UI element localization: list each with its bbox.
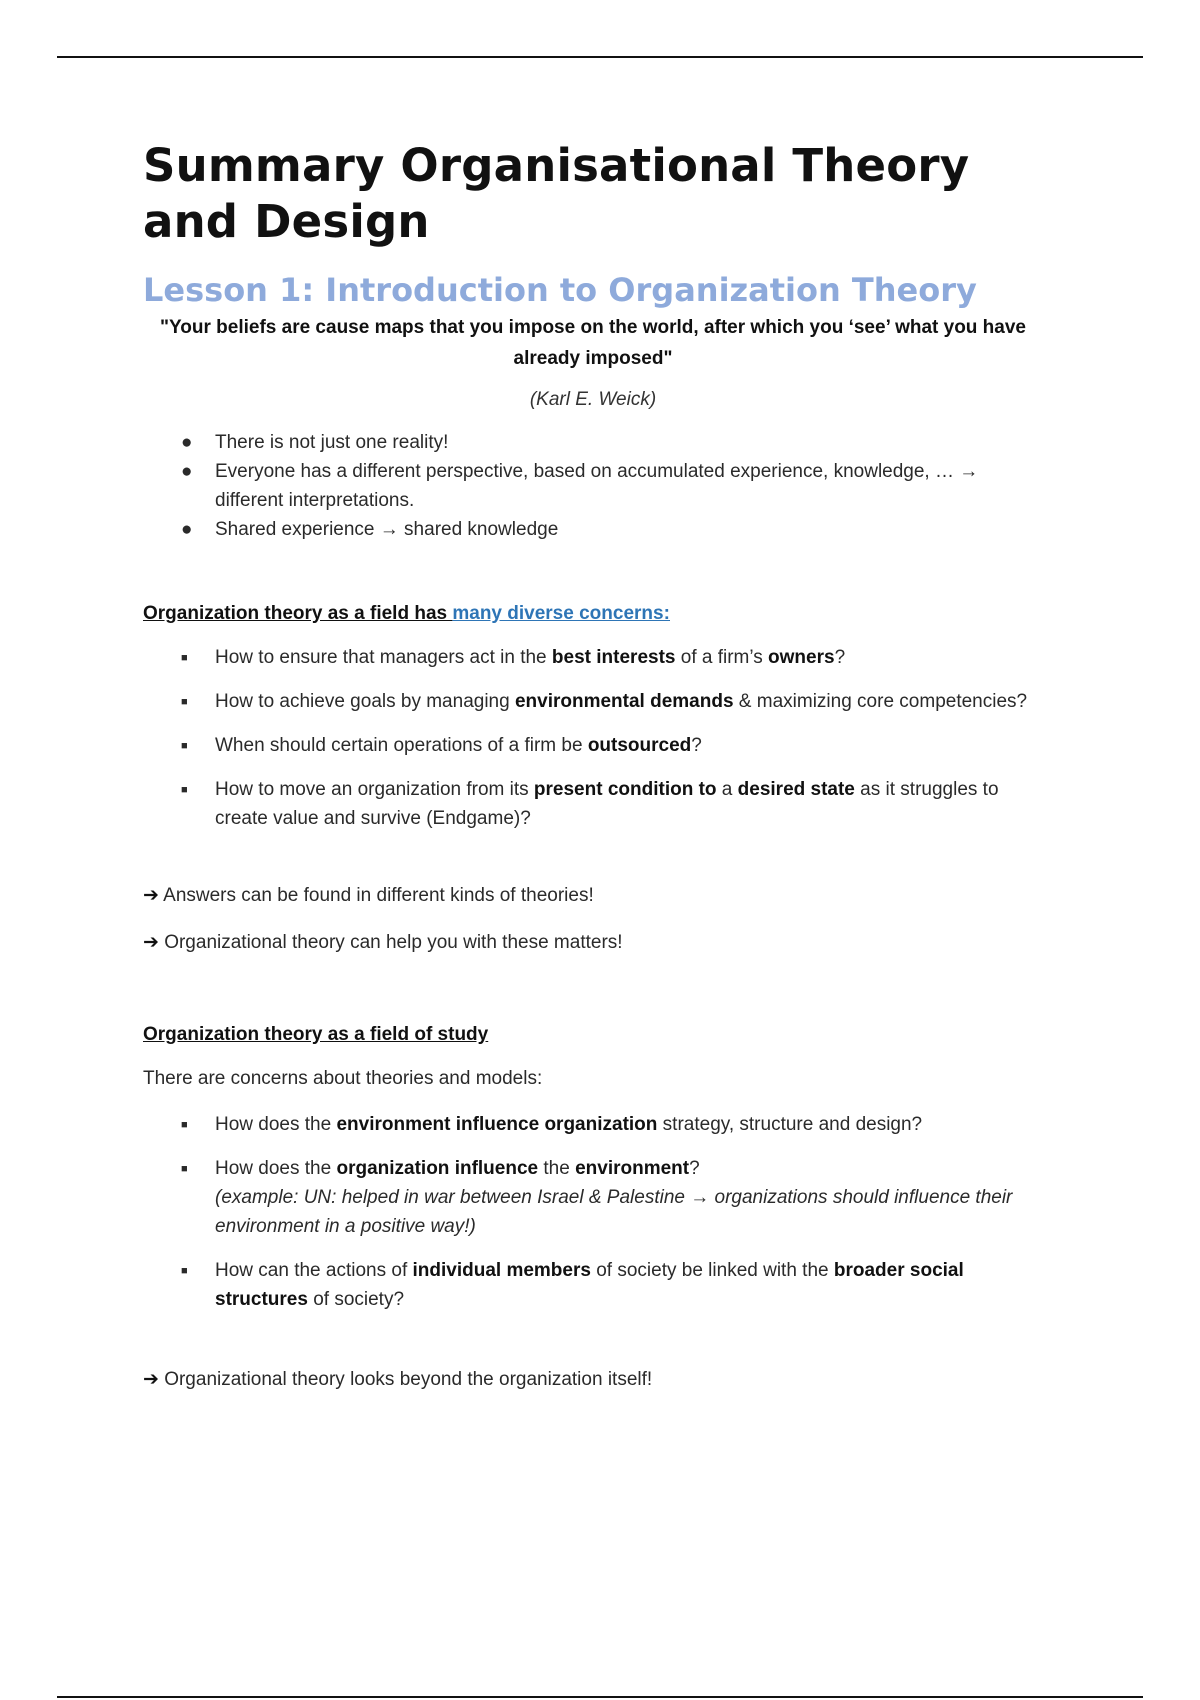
arrow-line: ➔ Answers can be found in different kinds of theories!	[143, 885, 594, 906]
intro-bullet-list	[143, 428, 1043, 544]
arrow-line: ➔ Organizational theory can help you with these matters!	[143, 932, 623, 953]
footer-rule	[57, 1696, 1143, 1698]
section-heading-concerns: Organization theory as a field has many diverse concerns:	[143, 603, 670, 624]
bullet-icon: ●	[181, 461, 193, 482]
arrow-right-icon: ➔	[143, 885, 159, 906]
quote-author: (Karl E. Weick)	[529, 389, 657, 410]
study-concerns-list	[143, 1110, 1043, 1314]
list-item: ● Everyone has a different perspective, based on accumulated experience, knowledge, … → different interpretations.	[143, 457, 1043, 515]
header-rule	[57, 56, 1143, 58]
document-body	[143, 138, 1043, 1394]
square-bullet-icon: ■	[181, 696, 188, 708]
list-item: ● Shared experience → shared knowledge	[143, 515, 1043, 544]
arrow-right-icon: ➔	[143, 932, 159, 953]
quote: "Your beliefs are cause maps that you impose on the world, after which you ‘see’ what you have already imposed"	[160, 317, 1026, 369]
square-bullet-icon: ■	[181, 1163, 188, 1175]
example-note: (example: UN: helped in war between Israel & Palestine → organizations should influence their environment in a positive way!)	[215, 1187, 1013, 1237]
concerns-list	[143, 643, 1043, 833]
list-item: ■ How to ensure that managers act in the best interests of a firm’s owners?	[143, 643, 1043, 672]
square-bullet-icon: ■	[181, 740, 188, 752]
section-heading-field-of-study: Organization theory as a field of study	[143, 1024, 489, 1045]
square-bullet-icon: ■	[181, 1119, 188, 1131]
square-bullet-icon: ■	[181, 652, 188, 664]
section-intro: There are concerns about theories and models:	[143, 1068, 543, 1089]
list-item: ■ How can the actions of individual members of society be linked with the broader social structures of society?	[143, 1256, 1043, 1314]
arrow-right-icon: ➔	[143, 1369, 159, 1390]
arrow-line: ➔ Organizational theory looks beyond the organization itself!	[143, 1369, 653, 1390]
lesson-heading: Lesson 1: Introduction to Organization Theory	[143, 271, 977, 309]
list-item: ■ How does the environment influence organization strategy, structure and design?	[143, 1110, 1043, 1139]
document-title: Summary Organisational Theory and Design	[143, 139, 970, 248]
list-item: ■ When should certain operations of a firm be outsourced?	[143, 731, 1043, 760]
list-item: ■ How to achieve goals by managing environmental demands & maximizing core competencies?	[143, 687, 1043, 716]
list-item: ■ How to move an organization from its present condition to a desired state as it struggles to create value and survive (Endgame)?	[143, 775, 1043, 833]
square-bullet-icon: ■	[181, 1265, 188, 1277]
concerns-link[interactable]: many diverse concerns:	[452, 603, 670, 624]
bullet-icon: ●	[181, 432, 193, 453]
bullet-icon: ●	[181, 519, 193, 540]
square-bullet-icon: ■	[181, 784, 188, 796]
list-item: ● There is not just one reality!	[143, 428, 1043, 457]
list-item: ■ How does the organization influence the environment? (example: UN: helped in war between Israel & Palestine → organizations should influence their environment in a positive way!)	[143, 1154, 1043, 1241]
